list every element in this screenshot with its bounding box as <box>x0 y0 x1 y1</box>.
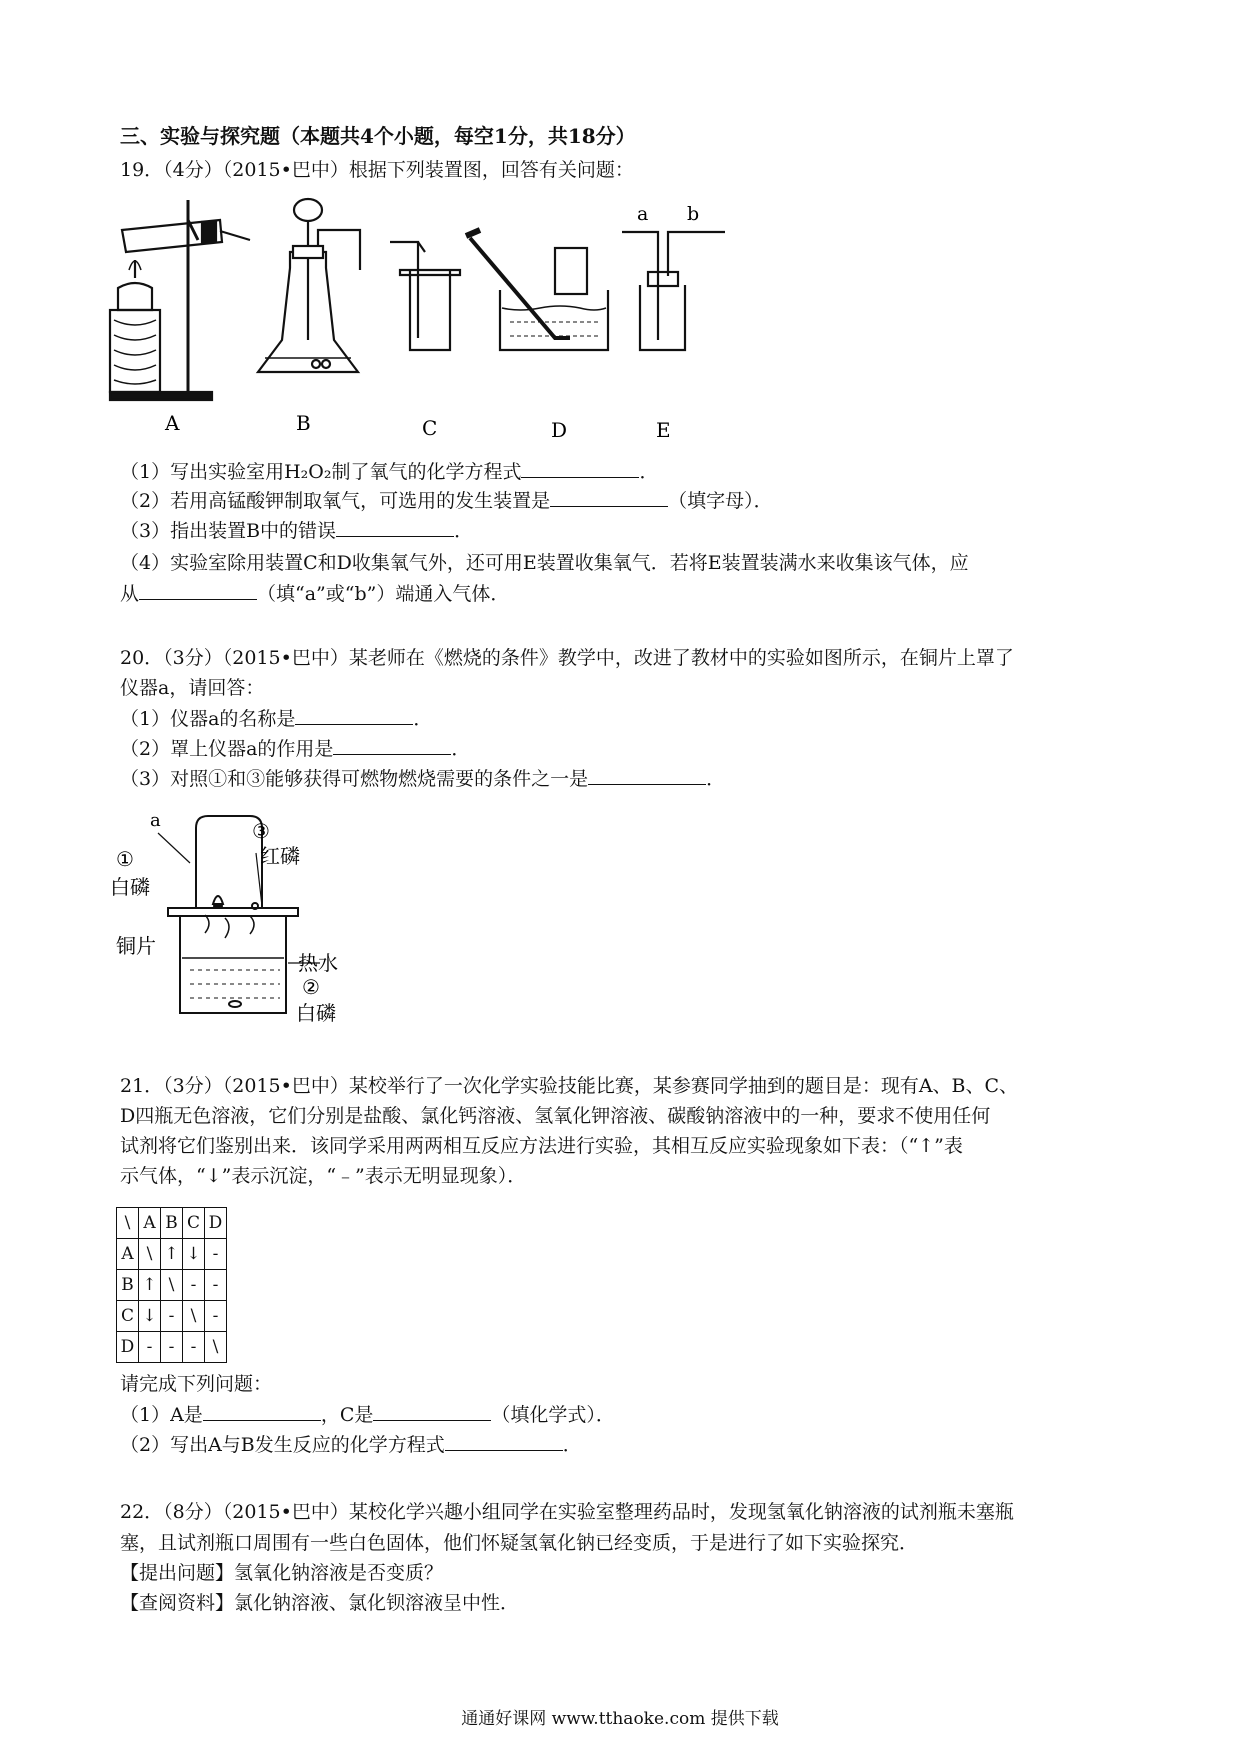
q21-part1-end: （填化学式）． <box>491 1404 615 1426</box>
apparatus-b-drawing <box>258 199 360 372</box>
table-cell: ↓ <box>139 1301 161 1332</box>
table-cell: ↓ <box>183 1239 205 1270</box>
q20-part2-end: ． <box>451 738 471 760</box>
q19-part4-end: （填“a”或“b”）端通入气体． <box>257 583 510 605</box>
q19-part2-end: （填字母）． <box>668 490 773 512</box>
fig-circle-3: ③ <box>252 819 270 843</box>
q19-part4-from: 从 <box>120 583 140 605</box>
q19-part3-blank[interactable] <box>336 518 454 537</box>
table-cell: A <box>117 1239 139 1270</box>
q21-part1 <box>120 1402 615 1427</box>
q21-stem-line2: D四瓶无色溶液，它们分别是盐酸、氯化钙溶液、氢氧化钾溶液、碳酸钠溶液中的一种，要求不使用任何 <box>120 1105 991 1127</box>
q20-part2-text: （2）罩上仪器a的作用是 <box>120 738 334 760</box>
q20-part1-blank[interactable] <box>295 706 413 725</box>
q20-part1-text: （1）仪器a的名称是 <box>120 708 296 730</box>
q22-stem-line2: 塞，且试剂瓶口周围有一些白色固体，他们怀疑氢氧化钠已经变质，于是进行了如下实验探究． <box>120 1532 919 1554</box>
table-cell: B <box>161 1208 183 1239</box>
table-cell: - <box>205 1301 227 1332</box>
table-cell: A <box>139 1208 161 1239</box>
label-d: D <box>551 418 568 442</box>
table-cell: \ <box>117 1208 139 1239</box>
q21-part1-blank-c[interactable] <box>373 1402 491 1421</box>
fig-copper-sheet: 铜片 <box>116 934 156 958</box>
apparatus-a-drawing <box>110 200 250 400</box>
port-b-label: b <box>687 203 700 225</box>
table-cell: \ <box>161 1270 183 1301</box>
q21-after-table: 请完成下列问题： <box>120 1373 273 1395</box>
q21-part2-text: （2）写出A与B发生反应的化学方程式 <box>120 1434 445 1456</box>
table-cell: B <box>117 1270 139 1301</box>
table-cell: - <box>139 1332 161 1363</box>
table-cell: C <box>183 1208 205 1239</box>
q19-part1-text: （1）写出实验室用H₂O₂制了氧气的化学方程式 <box>120 461 522 483</box>
table-cell: - <box>205 1239 227 1270</box>
q22-question: 【提出问题】氢氧化钠溶液是否变质？ <box>120 1562 444 1584</box>
q21-part1-text: （1）A是 <box>120 1404 203 1426</box>
q21-stem-line4: 示气体，“↓”表示沉淀，“﹣”表示无明显现象）． <box>120 1165 527 1187</box>
table-row <box>117 1270 227 1301</box>
q21-part2-end: ． <box>562 1434 582 1456</box>
table-cell: ↑ <box>139 1270 161 1301</box>
q19-apparatus-figure <box>100 190 800 450</box>
label-b: B <box>296 411 311 435</box>
q19-stem: 19．（4分）（2015•巴中）根据下列装置图，回答有关问题： <box>120 159 634 181</box>
q19-part4-line1: （4）实验室除用装置C和D收集氧气外，还可用E装置收集氧气．若将E装置装满水来收集该气体，应 <box>120 552 969 574</box>
q21-part1-mid: ，C是 <box>320 1404 374 1426</box>
q19-part1 <box>120 459 659 484</box>
table-cell: \ <box>205 1332 227 1363</box>
q19-part1-end: ． <box>639 461 659 483</box>
q19-part3-end: ． <box>454 520 474 542</box>
q19-part4-blank[interactable] <box>139 581 257 600</box>
apparatus-e-drawing <box>622 232 725 350</box>
table-cell: - <box>205 1270 227 1301</box>
table-cell: D <box>205 1208 227 1239</box>
fig-red-phosphorus: 红磷 <box>260 844 300 868</box>
q19-part2 <box>120 488 773 513</box>
table-cell: \ <box>183 1301 205 1332</box>
table-row <box>117 1332 227 1363</box>
section-title: 三、实验与探究题（本题共4个小题，每空1分，共18分） <box>120 124 636 148</box>
q20-stem-line2: 仪器a，请回答： <box>120 677 265 699</box>
q19-part4-line2 <box>120 581 509 606</box>
table-cell: ↑ <box>161 1239 183 1270</box>
q21-stem-line3: 试剂将它们鉴别出来．该同学采用两两相互反应方法进行实验，其相互反应实验现象如下表：（“↑”表 <box>120 1135 963 1157</box>
apparatus-d-drawing <box>466 230 608 350</box>
q19-part1-blank[interactable] <box>521 459 639 478</box>
fig-circle-1: ① <box>116 847 134 871</box>
table-cell: - <box>183 1332 205 1363</box>
page-footer: 通通好课网 www.tthaoke.com 提供下载 <box>461 1709 779 1729</box>
table-cell: D <box>117 1332 139 1363</box>
q19-part2-blank[interactable] <box>550 488 668 507</box>
q20-part1 <box>120 706 432 731</box>
q20-part2 <box>120 736 470 761</box>
q20-combustion-figure <box>110 808 370 1030</box>
fig-white-phosphorus-2: 白磷 <box>296 1001 336 1025</box>
q20-part3-text: （3）对照①和③能够获得可燃物燃烧需要的条件之一是 <box>120 768 589 790</box>
q20-part3-blank[interactable] <box>588 766 706 785</box>
q19-part3 <box>120 518 473 543</box>
apparatus-c-drawing <box>390 242 460 350</box>
table-cell: - <box>161 1301 183 1332</box>
q19-part2-text: （2）若用高锰酸钾制取氧气，可选用的发生装置是 <box>120 490 551 512</box>
fig-circle-2: ② <box>302 975 320 999</box>
q21-part2 <box>120 1432 582 1457</box>
q21-stem-line1: 21．（3分）（2015•巴中）某校举行了一次化学实验技能比赛，某参赛同学抽到的题目是：现有A、B、C、 <box>120 1075 1019 1097</box>
table-cell: \ <box>139 1239 161 1270</box>
q19-part3-text: （3）指出装置B中的错误 <box>120 520 337 542</box>
label-a: A <box>165 411 180 435</box>
fig-hot-water: 热水 <box>298 951 338 975</box>
table-row <box>117 1208 227 1239</box>
fig-white-phosphorus: 白磷 <box>110 875 150 899</box>
copper-sheet <box>168 908 298 916</box>
q20-part3-end: ． <box>706 768 726 790</box>
table-cell: - <box>183 1270 205 1301</box>
port-a-label: a <box>637 203 649 225</box>
table-cell: C <box>117 1301 139 1332</box>
reaction-table <box>116 1207 227 1363</box>
q20-part2-blank[interactable] <box>333 736 451 755</box>
q21-part2-blank[interactable] <box>445 1432 563 1451</box>
fig-label-a: a <box>150 810 161 831</box>
label-e: E <box>656 418 671 442</box>
table-row <box>117 1239 227 1270</box>
q22-stem-line1: 22．（8分）（2015•巴中）某校化学兴趣小组同学在实验室整理药品时，发现氢氧化钠溶液的试剂瓶未塞瓶 <box>120 1501 1014 1523</box>
q21-part1-blank-a[interactable] <box>203 1402 321 1421</box>
q20-part3 <box>120 766 725 791</box>
label-c: C <box>422 416 438 440</box>
q20-stem-line1: 20．（3分）（2015•巴中）某老师在《燃烧的条件》教学中，改进了教材中的实验如图所示，在铜片上罩了 <box>120 647 1014 669</box>
q20-part1-end: ． <box>413 708 433 730</box>
table-row <box>117 1301 227 1332</box>
table-cell: - <box>161 1332 183 1363</box>
flame <box>213 896 223 904</box>
q22-reference: 【查阅资料】氯化钠溶液、氯化钡溶液呈中性． <box>120 1592 520 1614</box>
